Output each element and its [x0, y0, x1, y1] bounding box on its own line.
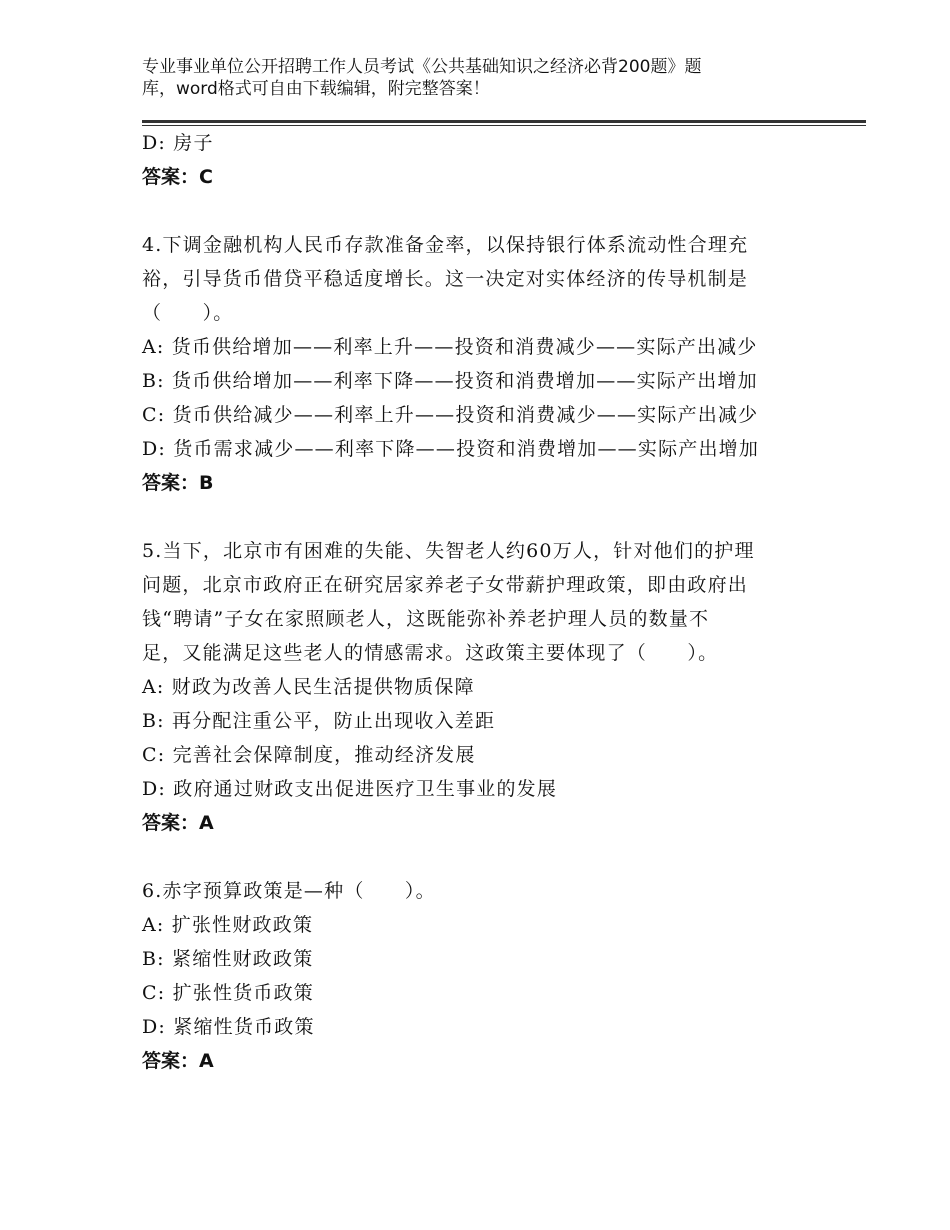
question-5-option-b: B: 再分配注重公平，防止出现收入差距	[142, 710, 496, 732]
question-4-option-d: D: 货币需求减少——利率下降——投资和消费增加——实际产出增加	[142, 438, 760, 460]
document-header	[142, 56, 782, 100]
question-5-option-a: A: 财政为改善人民生活提供物质保障	[142, 676, 475, 698]
question-4-answer: 答案：B	[142, 472, 214, 494]
header-title-line-2: 库，word格式可自由下载编辑，附完整答案！	[142, 79, 490, 99]
question-6-option-b: B: 紧缩性财政政策	[142, 948, 314, 970]
spacer	[142, 194, 822, 228]
question-4-option-b: B: 货币供给增加——利率下降——投资和消费增加——实际产出增加	[142, 370, 758, 392]
question-6-answer: 答案：A	[142, 1050, 214, 1072]
question-5-option-d: D: 政府通过财政支出促进医疗卫生事业的发展	[142, 778, 558, 800]
prev-question-option-d: D: 房子	[142, 132, 214, 154]
spacer	[142, 840, 822, 874]
question-4	[142, 228, 822, 500]
question-4-stem-line-3: （ ）。	[142, 302, 234, 324]
document-body	[142, 126, 822, 1078]
prev-question-answer: 答案：C	[142, 166, 213, 188]
question-4-option-a: A: 货币供给增加——利率上升——投资和消费减少——实际产出减少	[142, 336, 758, 358]
question-5-stem-line-2: 问题，北京市政府正在研究居家养老子女带薪护理政策，即由政府出	[142, 574, 749, 596]
question-4-stem-line-2: 裕，引导货币借贷平稳适度增长。这一决定对实体经济的传导机制是	[142, 268, 749, 290]
header-rule-thick	[142, 120, 866, 123]
question-4-stem-line-1: 4.下调金融机构人民币存款准备金率，以保持银行体系流动性合理充	[142, 234, 749, 256]
question-5-stem-line-4: 足，又能满足这些老人的情感需求。这政策主要体现了（ ）。	[142, 642, 719, 664]
question-6-option-a: A: 扩张性财政政策	[142, 914, 314, 936]
question-6-option-d: D: 紧缩性货币政策	[142, 1016, 315, 1038]
question-5-stem-line-3: 钱“聘请”子女在家照顾老人，这既能弥补养老护理人员的数量不	[142, 608, 710, 630]
spacer	[142, 500, 822, 534]
question-4-option-c: C: 货币供给减少——利率上升——投资和消费减少——实际产出减少	[142, 404, 759, 426]
question-6-stem-line-1: 6.赤字预算政策是—种（ ）。	[142, 880, 436, 902]
question-5-option-c: C: 完善社会保障制度，推动经济发展	[142, 744, 476, 766]
question-5-answer: 答案：A	[142, 812, 214, 834]
question-5-stem-line-1: 5.当下，北京市有困难的失能、失智老人约60万人，针对他们的护理	[142, 540, 755, 562]
question-6-option-c: C: 扩张性货币政策	[142, 982, 314, 1004]
question-6	[142, 874, 822, 1078]
header-title-line-1: 专业事业单位公开招聘工作人员考试《公共基础知识之经济必背200题》题	[142, 57, 702, 77]
question-5	[142, 534, 822, 840]
